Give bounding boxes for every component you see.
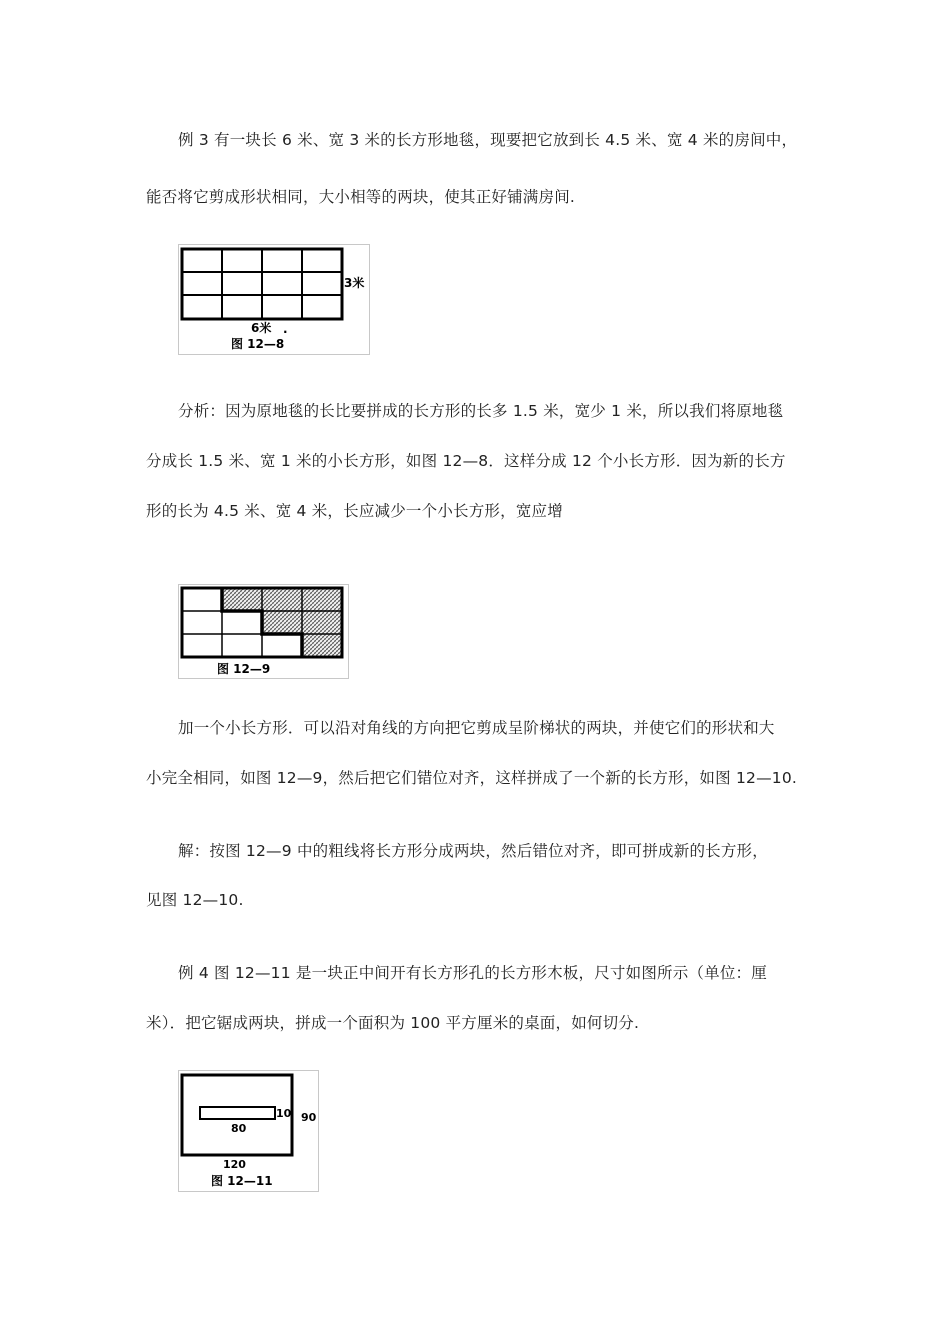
- example3-line1: 例 3 有一块长 6 米、宽 3 米的长方形地毯，现要把它放到长 4.5 米、宽 4 米的房间中，: [178, 131, 798, 149]
- figure-12-8-drawing: [179, 245, 369, 354]
- continuation-line1: 加一个小长方形．可以沿对角线的方向把它剪成呈阶梯状的两块，并使它们的形状和大: [178, 719, 775, 737]
- solution-line1: 解：按图 12—9 中的粗线将长方形分成两块，然后错位对齐，即可拼成新的长方形，: [178, 842, 768, 860]
- analysis-line2: 分成长 1.5 米、宽 1 米的小长方形，如图 12—8．这样分成 12 个小长方形．因为新的长方: [146, 452, 786, 470]
- figure-12-9: [178, 584, 349, 679]
- hole-length-label: 80: [231, 1122, 247, 1135]
- dot-mark: .: [283, 322, 288, 336]
- figure-caption: 图 12—9: [217, 662, 271, 676]
- figure-caption: 图 12—8: [231, 337, 285, 351]
- length-label: 6米: [251, 321, 272, 335]
- example4-line2: 米）．把它锯成两块，拼成一个面积为 100 平方厘米的桌面，如何切分.: [146, 1014, 640, 1032]
- width-label: 3米: [344, 276, 365, 290]
- figure-12-9-drawing: [179, 585, 348, 678]
- example4-line1: 例 4 图 12—11 是一块正中间开有长方形孔的长方形木板，尺寸如图所示（单位：厘: [178, 964, 767, 982]
- analysis-line1: 分析：因为原地毯的长比要拼成的长方形的长多 1.5 米，宽少 1 米，所以我们将原地毯: [178, 402, 784, 420]
- analysis-line3: 形的长为 4.5 米、宽 4 米，长应减少一个小长方形，宽应增: [146, 502, 563, 520]
- board-length-label: 120: [223, 1158, 246, 1171]
- continuation-line2: 小完全相同，如图 12—9，然后把它们错位对齐，这样拼成了一个新的长方形，如图 12—10.: [146, 769, 798, 787]
- figure-12-11: [178, 1070, 319, 1192]
- board-height-label: 90: [301, 1111, 317, 1124]
- shaded-piece: [222, 588, 342, 657]
- solution-line2: 见图 12—10.: [146, 891, 244, 909]
- figure-12-11-drawing: [179, 1071, 318, 1191]
- figure-caption: 图 12—11: [211, 1174, 273, 1188]
- example3-line2: 能否将它剪成形状相同，大小相等的两块，使其正好铺满房间.: [146, 188, 576, 206]
- hole-outline: [200, 1107, 275, 1119]
- hole-height-label: 10: [276, 1107, 292, 1120]
- figure-12-8: [178, 244, 370, 355]
